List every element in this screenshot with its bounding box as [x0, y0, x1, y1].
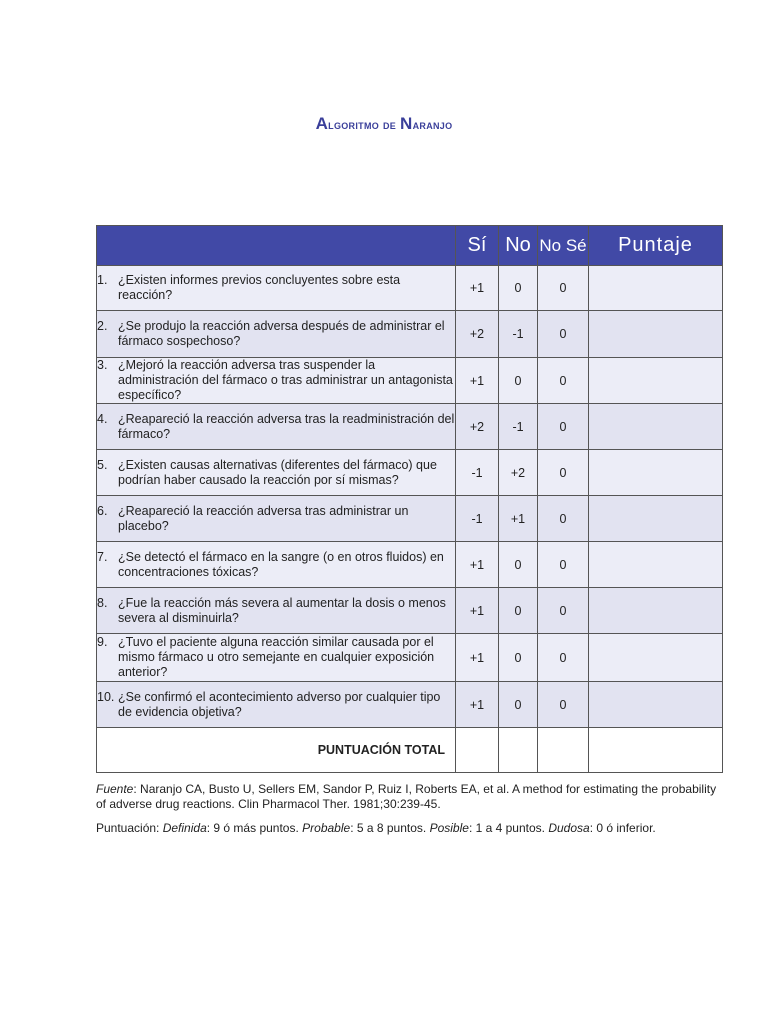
question-cell — [97, 450, 456, 496]
no-se-cell: 0 — [538, 450, 589, 496]
no-cell: +1 — [499, 496, 538, 542]
no-cell: 0 — [499, 266, 538, 311]
si-cell: +1 — [456, 682, 499, 728]
posible-label: Posible — [429, 821, 469, 835]
si-cell: +2 — [456, 311, 499, 358]
question-text: ¿Tuvo el paciente alguna reacción similar causada por el mismo fármaco u otro semejante en cualquier exposición anterior? — [118, 635, 435, 679]
definida-text: : 9 ó más puntos. — [206, 821, 303, 835]
table-row — [97, 404, 723, 450]
no-se-cell: 0 — [538, 404, 589, 450]
header-si: Sí — [456, 226, 499, 266]
total-row — [97, 728, 723, 773]
puntaje-cell — [589, 634, 723, 682]
question-text: ¿Existen informes previos concluyentes sobre esta reacción? — [118, 273, 401, 302]
question-number: 2. — [97, 319, 108, 333]
question-number: 3. — [97, 358, 108, 372]
question-text: ¿Existen causas alternativas (diferentes del fármaco) que podrían haber causado la reacción por sí mismas? — [118, 457, 437, 487]
total-nose-cell — [538, 728, 589, 773]
table-row — [97, 496, 723, 542]
question-number: 6. — [97, 503, 108, 518]
probable-label: Probable — [302, 821, 351, 835]
no-se-cell: 0 — [538, 266, 589, 311]
question-text: ¿Reapareció la reacción adversa tras administrar un placebo? — [118, 503, 409, 533]
puntaje-cell — [589, 358, 723, 404]
source-note — [96, 782, 724, 812]
title-first-rest: lgoritmo — [328, 117, 380, 132]
total-puntaje-cell — [589, 728, 723, 773]
question-cell — [97, 404, 456, 450]
scoring-prefix: Puntuación: — [96, 821, 163, 835]
puntaje-cell — [589, 542, 723, 588]
question-number: 1. — [97, 273, 108, 287]
question-number: 9. — [97, 635, 108, 649]
no-se-cell: 0 — [538, 634, 589, 682]
puntaje-cell — [589, 450, 723, 496]
no-se-cell: 0 — [538, 542, 589, 588]
si-cell: +2 — [456, 404, 499, 450]
no-se-cell: 0 — [538, 311, 589, 358]
question-number: 5. — [97, 457, 108, 472]
puntaje-cell — [589, 266, 723, 311]
si-cell: -1 — [456, 496, 499, 542]
title-first-initial: A — [315, 114, 329, 133]
table-row — [97, 266, 723, 311]
scoring-note — [96, 821, 724, 836]
table-row — [97, 588, 723, 634]
no-cell: +2 — [499, 450, 538, 496]
no-cell: 0 — [499, 542, 538, 588]
question-cell — [97, 682, 456, 728]
source-label: Fuente — [96, 782, 134, 796]
question-number: 4. — [97, 411, 108, 426]
total-label: PUNTUACIÓN TOTAL — [97, 728, 456, 773]
table-row — [97, 634, 723, 682]
si-cell: +1 — [456, 542, 499, 588]
no-cell: 0 — [499, 588, 538, 634]
question-text: ¿Reapareció la reacción adversa tras la readministración del fármaco? — [118, 411, 455, 441]
table-row — [97, 311, 723, 358]
puntaje-cell — [589, 588, 723, 634]
no-se-cell: 0 — [538, 682, 589, 728]
question-text: ¿Se detectó el fármaco en la sangre (o en otros fluidos) en concentraciones tóxicas? — [118, 549, 444, 579]
no-cell: 0 — [499, 682, 538, 728]
question-number: 10. — [97, 689, 115, 704]
header-puntaje: Puntaje — [589, 226, 723, 266]
question-number: 8. — [97, 595, 108, 610]
naranjo-table — [96, 225, 723, 773]
table-row — [97, 358, 723, 404]
si-cell: +1 — [456, 266, 499, 311]
title-second-rest: aranjo — [412, 117, 453, 132]
header-question — [97, 226, 456, 266]
si-cell: -1 — [456, 450, 499, 496]
puntaje-cell — [589, 682, 723, 728]
dudosa-label: Dudosa — [548, 821, 590, 835]
header-no-se: No Sé — [538, 226, 589, 266]
definida-label: Definida — [162, 821, 207, 835]
question-cell — [97, 588, 456, 634]
table-row — [97, 450, 723, 496]
si-cell: +1 — [456, 588, 499, 634]
question-text: ¿Se confirmó el acontecimiento adverso por cualquier tipo de evidencia objetiva? — [118, 689, 441, 719]
table-row — [97, 542, 723, 588]
no-cell: -1 — [499, 311, 538, 358]
si-cell: +1 — [456, 358, 499, 404]
question-cell — [97, 358, 456, 404]
no-se-cell: 0 — [538, 496, 589, 542]
question-text: ¿Mejoró la reacción adversa tras suspender la administración del fármaco o tras administrar un antagonista específico? — [118, 358, 453, 402]
title-connector: de — [382, 117, 397, 132]
no-se-cell: 0 — [538, 588, 589, 634]
question-cell — [97, 542, 456, 588]
probable-text: : 5 a 8 puntos. — [350, 821, 430, 835]
question-cell — [97, 634, 456, 682]
source-text: : Naranjo CA, Busto U, Sellers EM, Sandor P, Ruiz I, Roberts EA, et al. A method for estimating the probability of adverse drug reactions. Clin Pharmacol Ther. 1981;30:239-45. — [96, 782, 717, 811]
total-si-cell — [456, 728, 499, 773]
no-cell: -1 — [499, 404, 538, 450]
page-title — [0, 114, 768, 134]
question-text: ¿Se produjo la reacción adversa después de administrar el fármaco sospechoso? — [118, 319, 445, 348]
no-se-cell: 0 — [538, 358, 589, 404]
no-cell: 0 — [499, 634, 538, 682]
question-cell — [97, 496, 456, 542]
header-row — [97, 226, 723, 266]
no-cell: 0 — [499, 358, 538, 404]
header-no: No — [499, 226, 538, 266]
question-cell — [97, 266, 456, 311]
puntaje-cell — [589, 404, 723, 450]
si-cell: +1 — [456, 634, 499, 682]
title-second-initial: N — [400, 114, 413, 133]
question-text: ¿Fue la reacción más severa al aumentar la dosis o menos severa al disminuirla? — [118, 595, 446, 625]
dudosa-text: : 0 ó inferior. — [589, 821, 656, 835]
puntaje-cell — [589, 496, 723, 542]
puntaje-cell — [589, 311, 723, 358]
total-no-cell — [499, 728, 538, 773]
table-row — [97, 682, 723, 728]
question-number: 7. — [97, 549, 108, 564]
posible-text: : 1 a 4 puntos. — [468, 821, 549, 835]
question-cell — [97, 311, 456, 358]
